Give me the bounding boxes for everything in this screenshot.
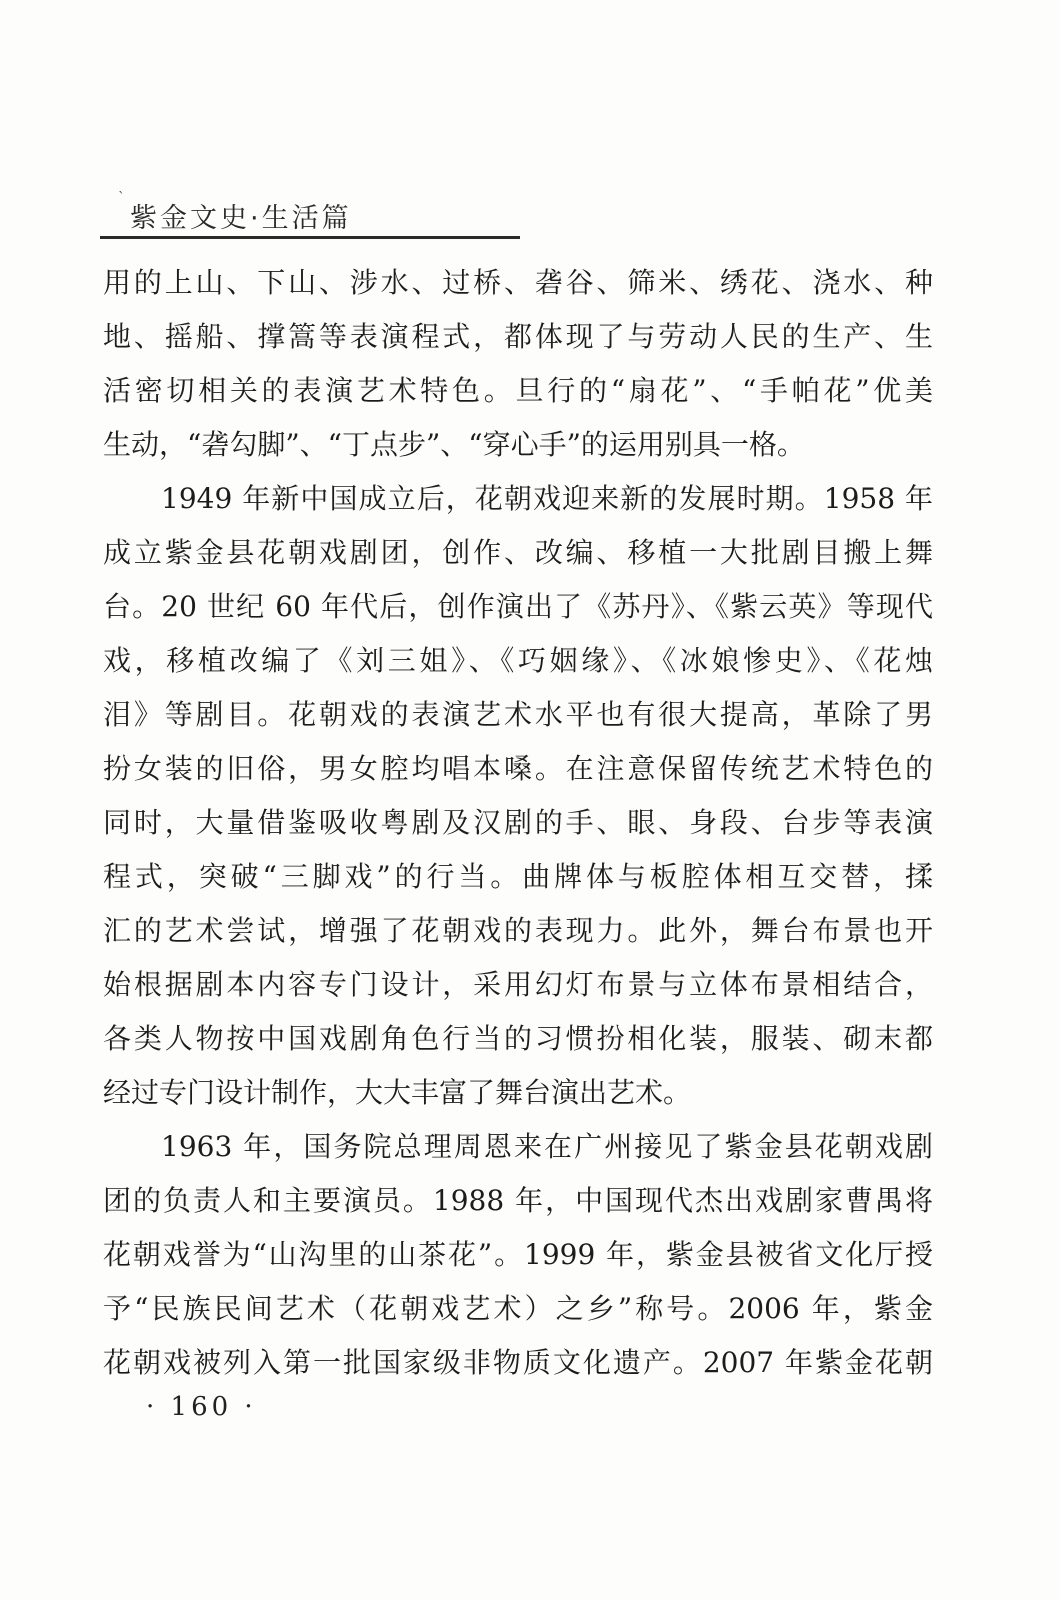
page-number: · 160 · xyxy=(146,1392,257,1422)
text-line: 同时，大量借鉴吸收粤剧及汉剧的手、眼、身段、台步等表演 xyxy=(103,806,933,839)
running-header-title: 紫金文史·生活篇 xyxy=(130,203,352,234)
paragraph-first-line: 1963 年，国务院总理周恩来在广州接见了紫金县花朝戏剧 xyxy=(161,1130,933,1163)
text-line: 经过专门设计制作，大大丰富了舞台演出艺术。 xyxy=(103,1076,692,1109)
text-line: 扮女装的旧俗，男女腔均唱本嗓。在注意保留传统艺术特色的 xyxy=(103,752,933,785)
text-line: 成立紫金县花朝戏剧团，创作、改编、移植一大批剧目搬上舞 xyxy=(103,536,933,569)
text-line: 团的负责人和主要演员。1988 年，中国现代杰出戏剧家曹禺将 xyxy=(103,1184,933,1217)
text-line: 各类人物按中国戏剧角色行当的习惯扮相化装，服装、砌末都 xyxy=(103,1022,933,1055)
running-header xyxy=(100,188,520,244)
header-mark: ` xyxy=(118,190,125,206)
text-line: 生动，“砻勾脚”、“丁点步”、“穿心手”的运用别具一格。 xyxy=(103,428,805,461)
text-line: 程式，突破“三脚戏”的行当。曲牌体与板腔体相互交替，揉 xyxy=(103,860,933,893)
text-line: 活密切相关的表演艺术特色。旦行的“扇花”、“手帕花”优美 xyxy=(103,374,933,407)
text-line: 泪》等剧目。花朝戏的表演艺术水平也有很大提高，革除了男 xyxy=(103,698,933,731)
text-line: 台。20 世纪 60 年代后，创作演出了《苏丹》、《紫云英》等现代 xyxy=(103,590,933,623)
paragraph-first-line: 1949 年新中国成立后，花朝戏迎来新的发展时期。1958 年 xyxy=(161,482,933,515)
text-line: 始根据剧本内容专门设计，采用幻灯布景与立体布景相结合， xyxy=(103,968,933,1001)
text-line: 用的上山、下山、涉水、过桥、砻谷、筛米、绣花、浇水、种 xyxy=(103,266,933,299)
body-text xyxy=(103,256,933,1390)
text-line: 汇的艺术尝试，增强了花朝戏的表现力。此外，舞台布景也开 xyxy=(103,914,933,947)
text-line: 戏，移植改编了《刘三姐》、《巧姻缘》、《冰娘惨史》、《花烛 xyxy=(103,644,933,677)
text-line: 予“民族民间艺术（花朝戏艺术）之乡”称号。2006 年，紫金 xyxy=(103,1292,933,1325)
header-rule xyxy=(100,236,520,239)
text-line: 花朝戏誉为“山沟里的山茶花”。1999 年，紫金县被省文化厅授 xyxy=(103,1238,933,1271)
text-line: 花朝戏被列入第一批国家级非物质文化遗产。2007 年紫金花朝 xyxy=(103,1346,933,1379)
text-line: 地、摇船、撑篙等表演程式，都体现了与劳动人民的生产、生 xyxy=(103,320,933,353)
